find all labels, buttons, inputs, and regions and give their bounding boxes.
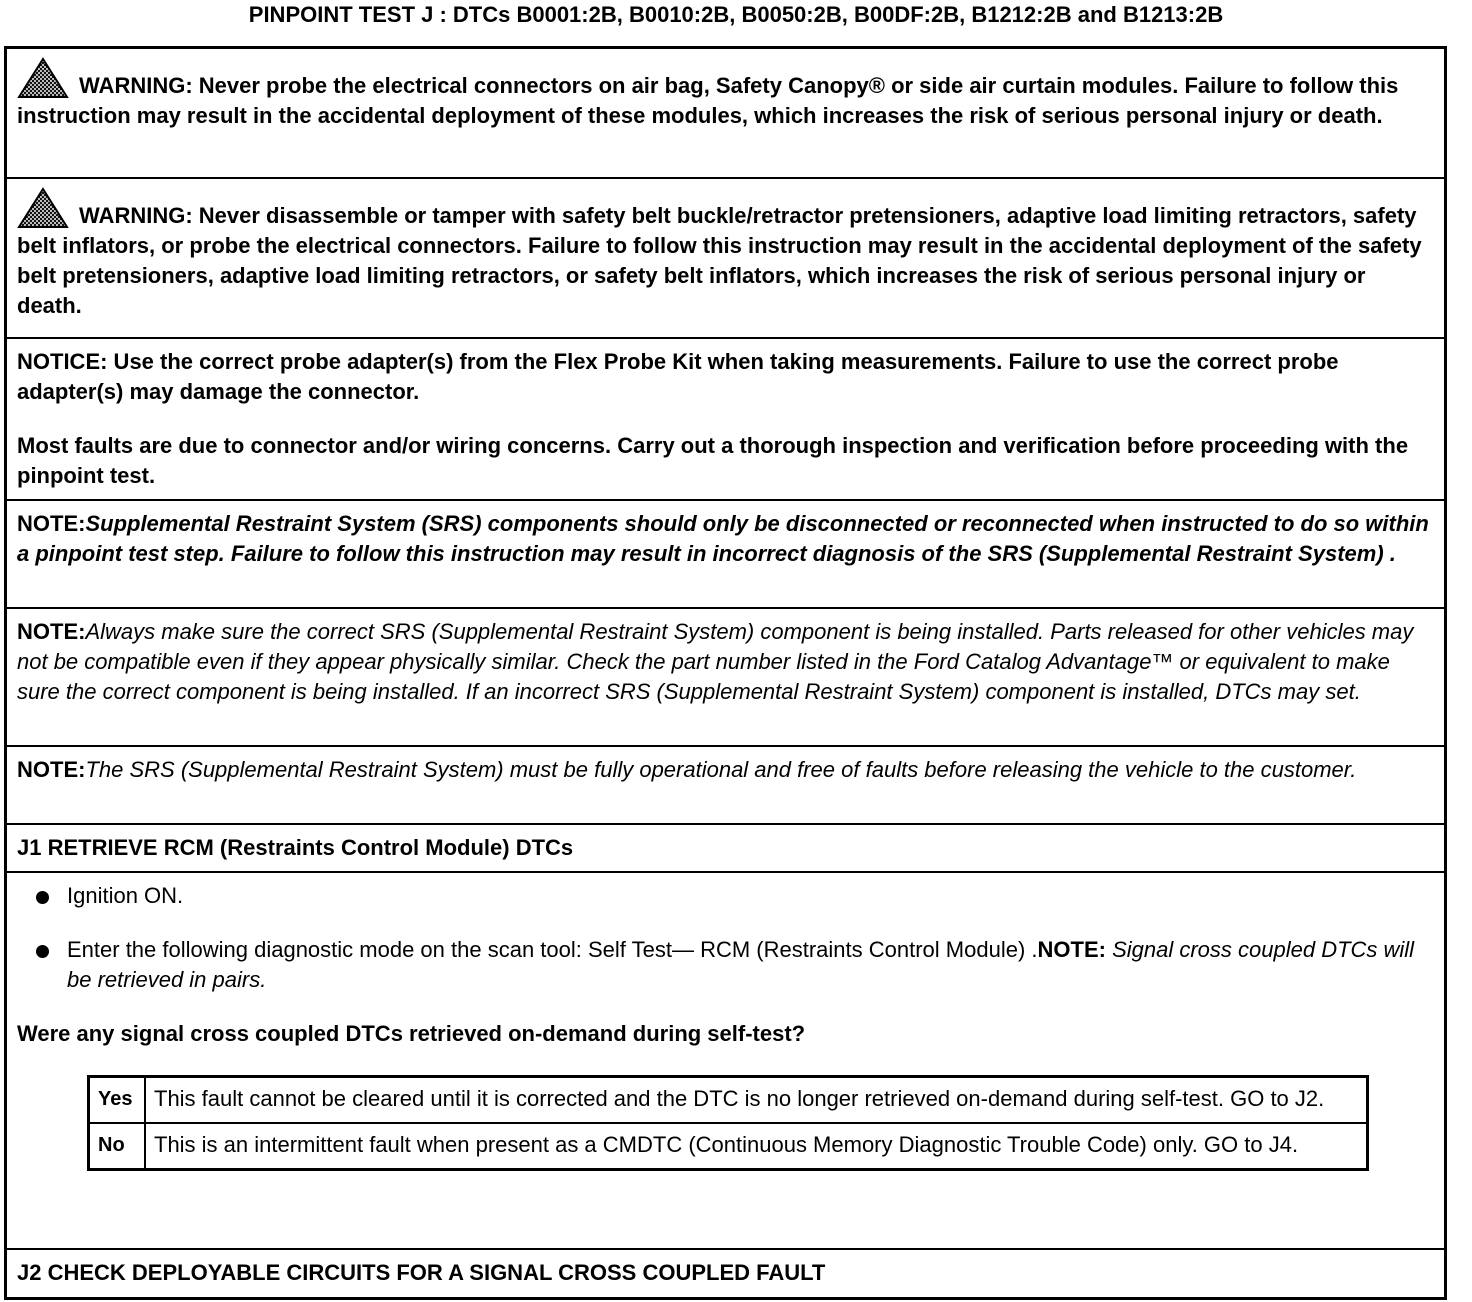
warning-airbag-section	[7, 49, 1444, 179]
list-item	[17, 935, 1434, 995]
step-j2-heading: J2 CHECK DEPLOYABLE CIRCUITS FOR A SIGNAL CROSS COUPLED FAULT	[17, 1260, 826, 1285]
note-label: NOTE:	[17, 511, 86, 536]
list-item	[17, 881, 1434, 911]
table-row	[89, 1123, 1368, 1170]
instruction-list	[17, 881, 1434, 995]
note-text: Supplemental Restraint System (SRS) components should only be disconnected or reconnected when instructed to do so within a pinpoint test step. Failure to follow this instruction may result in incorrect diagnosis of the SRS (Supplemental Restraint System) .	[17, 511, 1429, 566]
question-text: Were any signal cross coupled DTCs retrieved on-demand during self-test?	[17, 1021, 806, 1046]
notice-followup: Most faults are due to connector and/or wiring concerns. Carry out a thorough inspection and verification before proceeding with the pinpoint test.	[17, 433, 1409, 488]
warning-triangle-icon	[17, 187, 73, 229]
bullet-icon	[36, 891, 49, 904]
step-j1-body	[7, 873, 1444, 1250]
instruction-text: Ignition ON.	[67, 883, 184, 908]
bullet-icon	[36, 945, 49, 958]
warning-triangle-icon	[17, 57, 73, 99]
warning-belt-section	[7, 179, 1444, 339]
table-row	[89, 1077, 1368, 1124]
note-srs-disconnect	[7, 501, 1444, 609]
note-text: Always make sure the correct SRS (Supplemental Restraint System) component is being installed. Parts released for other vehicles may not be compatible even if they appear physically similar. Check the part number listed in the Ford Catalog Advantage™ or equivalent to make sure the correct component is being installed. If an incorrect SRS (Supplemental Restraint System) component is installed, DTCs may set.	[17, 619, 1414, 704]
page-title: PINPOINT TEST J : DTCs B0001:2B, B0010:2B, B0050:2B, B00DF:2B, B1212:2B and B1213:2B	[248, 2, 1224, 27]
note-label: NOTE:	[17, 757, 86, 782]
answer-table	[87, 1075, 1369, 1171]
pinpoint-test-frame	[4, 46, 1447, 1300]
notice-text: NOTICE: Use the correct probe adapter(s) from the Flex Probe Kit when taking measurements. Failure to use the correct probe adapter(s) may damage the connector.	[17, 349, 1339, 404]
warning-text: WARNING: Never disassemble or tamper with safety belt buckle/retractor pretensioners, adaptive load limiting retractors, safety belt inflators, or probe the electrical connectors. Failure to follow this instruction may result in the accidental deployment of the safety belt pretensioners, adaptive load limiting retractors, or safety belt inflators, which increases the risk of serious personal injury or death.	[17, 203, 1422, 318]
note-text: The SRS (Supplemental Restraint System) must be fully operational and free of faults before releasing the vehicle to the customer.	[85, 757, 1357, 782]
answer-text: This is an intermittent fault when present as a CMDTC (Continuous Memory Diagnostic Trouble Code) only. GO to J4.	[145, 1123, 1368, 1170]
answer-text: This fault cannot be cleared until it is corrected and the DTC is no longer retrieved on-demand during self-test. GO to J2.	[145, 1077, 1368, 1124]
note-correct-component	[7, 609, 1444, 747]
note-label: NOTE:	[17, 619, 86, 644]
note-text: Signal cross coupled DTCs will be retrieved in pairs.	[67, 937, 1415, 992]
warning-text: WARNING: Never probe the electrical connectors on air bag, Safety Canopy® or side air curtain modules. Failure to follow this instruction may result in the accidental deployment of these modules, which increases the risk of serious personal injury or death.	[17, 73, 1399, 128]
answer-label: No	[89, 1123, 146, 1170]
note-fully-operational	[7, 747, 1444, 825]
step-j1-heading: J1 RETRIEVE RCM (Restraints Control Module) DTCs	[7, 825, 1444, 873]
notice-section	[7, 339, 1444, 501]
answer-label: Yes	[89, 1077, 146, 1124]
note-label: NOTE:	[1037, 937, 1106, 962]
instruction-text: Enter the following diagnostic mode on the scan tool: Self Test— RCM (Restraints Control Module) .	[67, 937, 1038, 962]
